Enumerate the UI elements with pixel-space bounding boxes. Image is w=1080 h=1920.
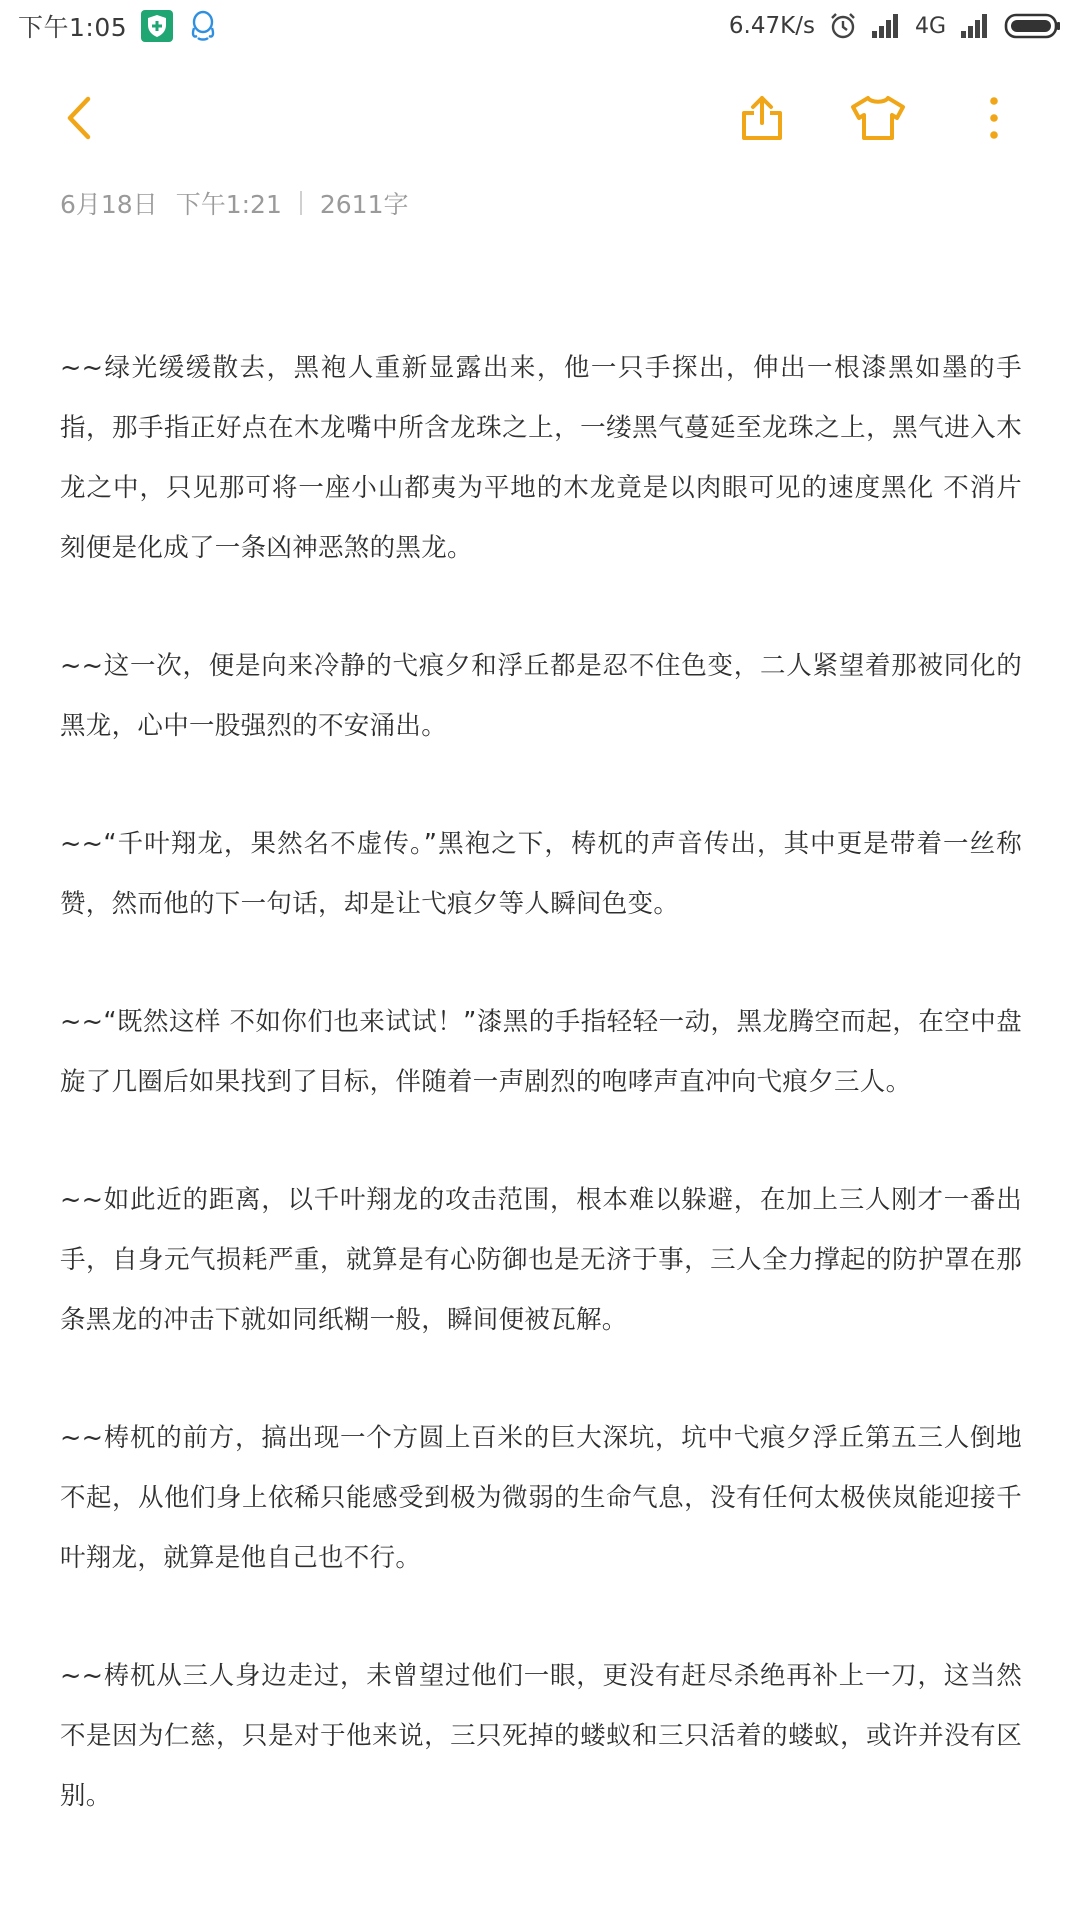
more-vertical-icon <box>987 95 1001 145</box>
share-icon <box>737 93 787 147</box>
status-bar <box>0 0 1080 52</box>
share-button[interactable] <box>722 80 802 160</box>
paragraph: ~~如此近的距离，以千叶翔龙的攻击范围，根本难以躲避，在加上三人刚才一番出手，自身元气损耗严重，就算是有心防御也是无济于事，三人全力撑起的防护罩在那条黑龙的冲击下就如同纸糊一般，瞬间便被瓦解。 <box>60 1185 1022 1335</box>
paragraph: ~~“千叶翔龙，果然名不虚传。”黑袍之下，梼杌的声音传出，其中更是带着一丝称赞，然而他的下一句话，却是让弋痕夕等人瞬间色变。 <box>60 829 1022 919</box>
more-button[interactable] <box>954 80 1034 160</box>
network-type: 4G <box>914 13 946 39</box>
theme-button[interactable] <box>838 80 918 160</box>
meta-divider <box>300 191 302 215</box>
tshirt-icon <box>848 93 908 147</box>
paragraph: ~~绿光缓缓散去，黑袍人重新显露出来，他一只手探出，伸出一根漆黑如墨的手指，那手指正好点在木龙嘴中所含龙珠之上，一缕黑气蔓延至龙珠之上，黑气进入木龙之中，只见那可将一座小山都夷为平地的木龙竟是以肉眼可见的速度黑化 不消片刻便是化成了一条凶神恶煞的黑龙。 <box>60 353 1022 563</box>
chevron-left-icon <box>60 93 100 147</box>
status-time: 下午1:05 <box>18 13 128 42</box>
back-button[interactable] <box>40 80 120 160</box>
paragraph: ~~“既然这样 不如你们也来试试！”漆黑的手指轻轻一动，黑龙腾空而起，在空中盘旋了几圈后如果找到了目标，伴随着一声剧烈的咆哮声直冲向弋痕夕三人。 <box>60 1007 1022 1097</box>
paragraph: ~~梼杌从三人身边走过，未曾望过他们一眼，更没有赶尽杀绝再补上一刀，这当然不是因为仁慈，只是对于他来说，三只死掉的蝼蚁和三只活着的蝼蚁，或许并没有区别。 <box>60 1661 1022 1811</box>
paragraph: ~~这一次，便是向来冷静的弋痕夕和浮丘都是忍不住色变，二人紧望着那被同化的黑龙，心中一股强烈的不安涌出。 <box>60 651 1022 741</box>
status-left <box>18 8 219 44</box>
network-speed: 6.47K/s <box>728 13 815 39</box>
paragraph: ~~梼杌的前方，搞出现一个方圆上百米的巨大深坑，坑中弋痕夕浮丘第五三人倒地不起，从他们身上依稀只能感受到极为微弱的生命气息，没有任何太极侠岚能迎接千叶翔龙，就算是他自己也不行。 <box>60 1423 1022 1573</box>
note-body[interactable] <box>60 338 1022 1884</box>
shield-icon <box>141 10 173 42</box>
word-count: 2611字 <box>319 190 409 219</box>
note-meta <box>60 185 408 221</box>
qq-icon <box>187 9 219 43</box>
signal-icon <box>871 13 901 39</box>
toolbar <box>0 80 1080 160</box>
status-right <box>729 12 1062 40</box>
signal-icon-2 <box>960 13 990 39</box>
alarm-icon <box>829 12 857 40</box>
note-time: 下午1:21 <box>175 190 282 219</box>
note-date: 6月18日 <box>60 190 158 219</box>
battery-icon <box>1004 12 1062 40</box>
